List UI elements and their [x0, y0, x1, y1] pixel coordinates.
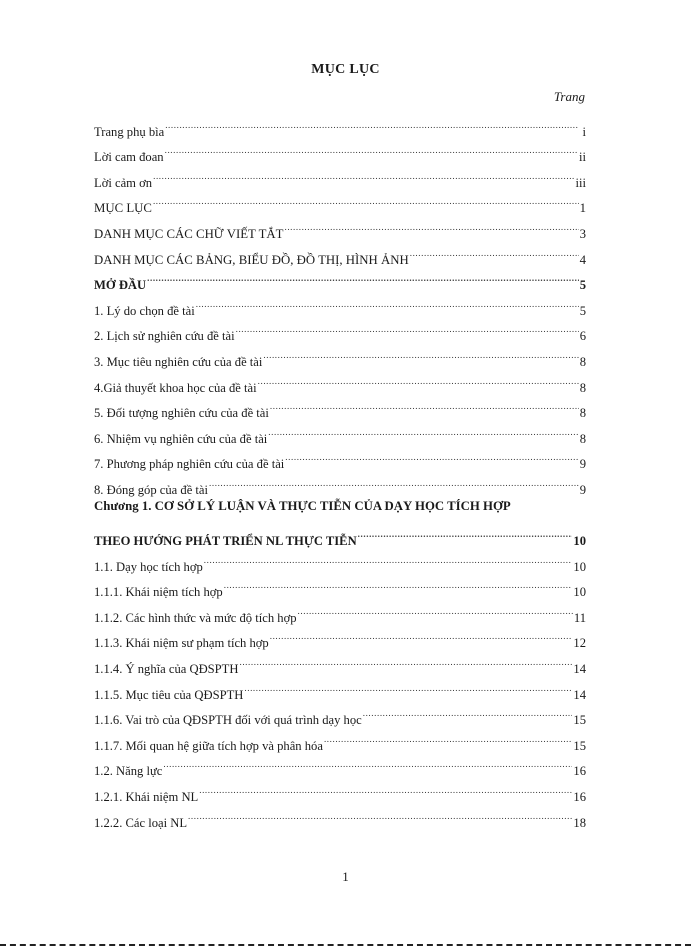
toc-leader-dots — [410, 238, 579, 264]
toc-entry-page: 5 — [579, 278, 586, 293]
toc-entry — [94, 520, 586, 549]
toc-entry-label: 1.1.1. Khái niệm tích hợp — [94, 585, 223, 600]
toc-leader-dots — [196, 289, 579, 315]
toc-leader-dots — [285, 443, 578, 469]
toc-entry-label: Lời cảm ơn — [94, 175, 153, 190]
toc-leader-dots — [163, 750, 572, 776]
page-number: 1 — [342, 869, 349, 884]
toc-entry-page: 8 — [579, 380, 586, 395]
toc-entry-label: 1. Lý do chọn đề tài — [94, 303, 195, 318]
toc-entry-page: 15 — [573, 713, 586, 728]
toc-entry-page: 14 — [573, 662, 586, 677]
toc-entry-page: 8 — [579, 354, 586, 369]
toc-entry-label: 2. Lịch sử nghiên cứu đề tài — [94, 329, 235, 344]
toc-entry-page: 16 — [573, 790, 586, 805]
toc-leader-dots — [270, 622, 573, 648]
toc-entry-label: Chương 1. CƠ SỞ LÝ LUẬN VÀ THỰC TIỄN CỦA DẠY HỌC TÍCH HỢP — [94, 498, 511, 513]
toc-entry — [94, 187, 586, 216]
toc-leader-dots — [268, 417, 578, 443]
toc-leader-dots — [209, 468, 579, 494]
toc-entry-label: 1.2. Năng lực — [94, 764, 163, 779]
toc-leader-dots — [258, 366, 579, 392]
toc-entry-label: Trang phụ bìa — [94, 124, 165, 139]
toc-entry-label: 8. Đóng góp của đề tài — [94, 482, 209, 497]
toc-entry-label: 1.1.5. Mục tiêu của QĐSPTH — [94, 687, 244, 702]
toc-entry-page: i — [582, 124, 586, 139]
toc-entry-label: 1.1.2. Các hình thức và mức độ tích hợp — [94, 610, 297, 625]
toc-entry-page: 10 — [573, 559, 586, 574]
toc-entry-label: 5. Đối tượng nghiên cứu của đề tài — [94, 406, 269, 421]
toc-entry — [94, 110, 586, 139]
toc-leader-dots — [284, 212, 578, 238]
toc-entry-page: 16 — [573, 764, 586, 779]
toc-entry-label: 1.1.7. Mối quan hệ giữa tích hợp và phân hóa — [94, 738, 323, 753]
page-column-label: Trang — [553, 89, 585, 104]
toc-entry-page: ii — [579, 150, 586, 165]
toc-entry-label: DANH MỤC CÁC BẢNG, BIỂU ĐỒ, ĐỒ THỊ, HÌNH ẢNH — [94, 252, 409, 267]
toc-entry-page: 8 — [579, 431, 586, 446]
toc-entry — [94, 264, 586, 293]
toc-leader-dots — [153, 161, 574, 187]
toc-entry-label: 1.1.3. Khái niệm sư phạm tích hợp — [94, 636, 269, 651]
toc-entry-page: 10 — [573, 534, 586, 549]
toc-entry-page: 5 — [579, 303, 586, 318]
toc-entry-page: 1 — [579, 201, 586, 216]
toc-leader-dots — [165, 110, 579, 136]
toc-entry-label: DANH MỤC CÁC CHỮ VIẾT TẮT — [94, 226, 284, 241]
toc-leader-dots — [224, 571, 573, 597]
toc-entry-page: 12 — [573, 636, 586, 651]
toc-leader-dots — [188, 801, 572, 827]
table-of-contents — [94, 110, 586, 830]
toc-entry-page: 15 — [573, 738, 586, 753]
toc-entry-label: 1.1. Dạy học tích hợp — [94, 559, 203, 574]
toc-entry — [94, 289, 586, 318]
toc-leader-dots — [363, 699, 573, 725]
toc-entry-page: 14 — [573, 687, 586, 702]
toc-entry-label: Lời cam đoan — [94, 150, 164, 165]
toc-entry-label: 3. Mục tiêu nghiên cứu của đề tài — [94, 354, 263, 369]
toc-entry-page: 4 — [579, 252, 586, 267]
toc-leader-dots — [204, 545, 573, 571]
toc-entry — [94, 775, 586, 805]
toc-entry-label: THEO HƯỚNG PHÁT TRIỂN NL THỰC TIỄN — [94, 534, 357, 549]
toc-entry-page: 9 — [579, 457, 586, 472]
toc-entry-page: 8 — [579, 406, 586, 421]
toc-entry — [94, 750, 586, 779]
toc-entry-page: 9 — [579, 482, 586, 497]
toc-entry-page: iii — [575, 175, 586, 190]
bottom-divider — [0, 944, 691, 948]
toc-leader-dots — [298, 596, 573, 622]
toc-entry — [94, 161, 586, 190]
toc-entry — [94, 136, 586, 165]
toc-entry-label: 1.2.1. Khái niệm NL — [94, 790, 199, 805]
toc-entry-label: 6. Nhiệm vụ nghiên cứu của đề tài — [94, 431, 268, 446]
toc-leader-dots — [236, 315, 579, 341]
toc-leader-dots — [239, 647, 572, 673]
toc-entry-page: 3 — [579, 226, 586, 241]
toc-entry-label: 1.1.6. Vai trò của QĐSPTH đối với quá trình dạy học — [94, 713, 362, 728]
toc-entry — [94, 212, 586, 241]
toc-leader-dots — [165, 136, 578, 162]
toc-entry-page: 10 — [573, 585, 586, 600]
toc-entry-page: 11 — [573, 610, 586, 625]
toc-leader-dots — [153, 187, 579, 213]
toc-entry-label: 7. Phương pháp nghiên cứu của đề tài — [94, 457, 285, 472]
toc-leader-dots — [358, 520, 573, 546]
toc-entry-label: 1.2.2. Các loại NL — [94, 815, 188, 830]
toc-leader-dots — [324, 724, 572, 750]
toc-entry-label: MỤC LỤC — [94, 201, 152, 216]
toc-leader-dots — [147, 264, 579, 290]
toc-leader-dots — [270, 392, 579, 418]
toc-entry-label: 1.1.4. Ý nghĩa của QĐSPTH — [94, 662, 239, 677]
toc-leader-dots — [263, 340, 578, 366]
toc-entry-label: MỞ ĐẦU — [94, 278, 147, 293]
toc-entry-page: 18 — [573, 815, 586, 830]
toc-entry — [94, 494, 586, 520]
page-title: MỤC LỤC — [311, 62, 380, 77]
toc-entry-label: 4.Giả thuyết khoa học của đề tài — [94, 380, 257, 395]
toc-leader-dots — [244, 673, 572, 699]
toc-leader-dots — [199, 775, 572, 801]
toc-entry-page: 6 — [579, 329, 586, 344]
